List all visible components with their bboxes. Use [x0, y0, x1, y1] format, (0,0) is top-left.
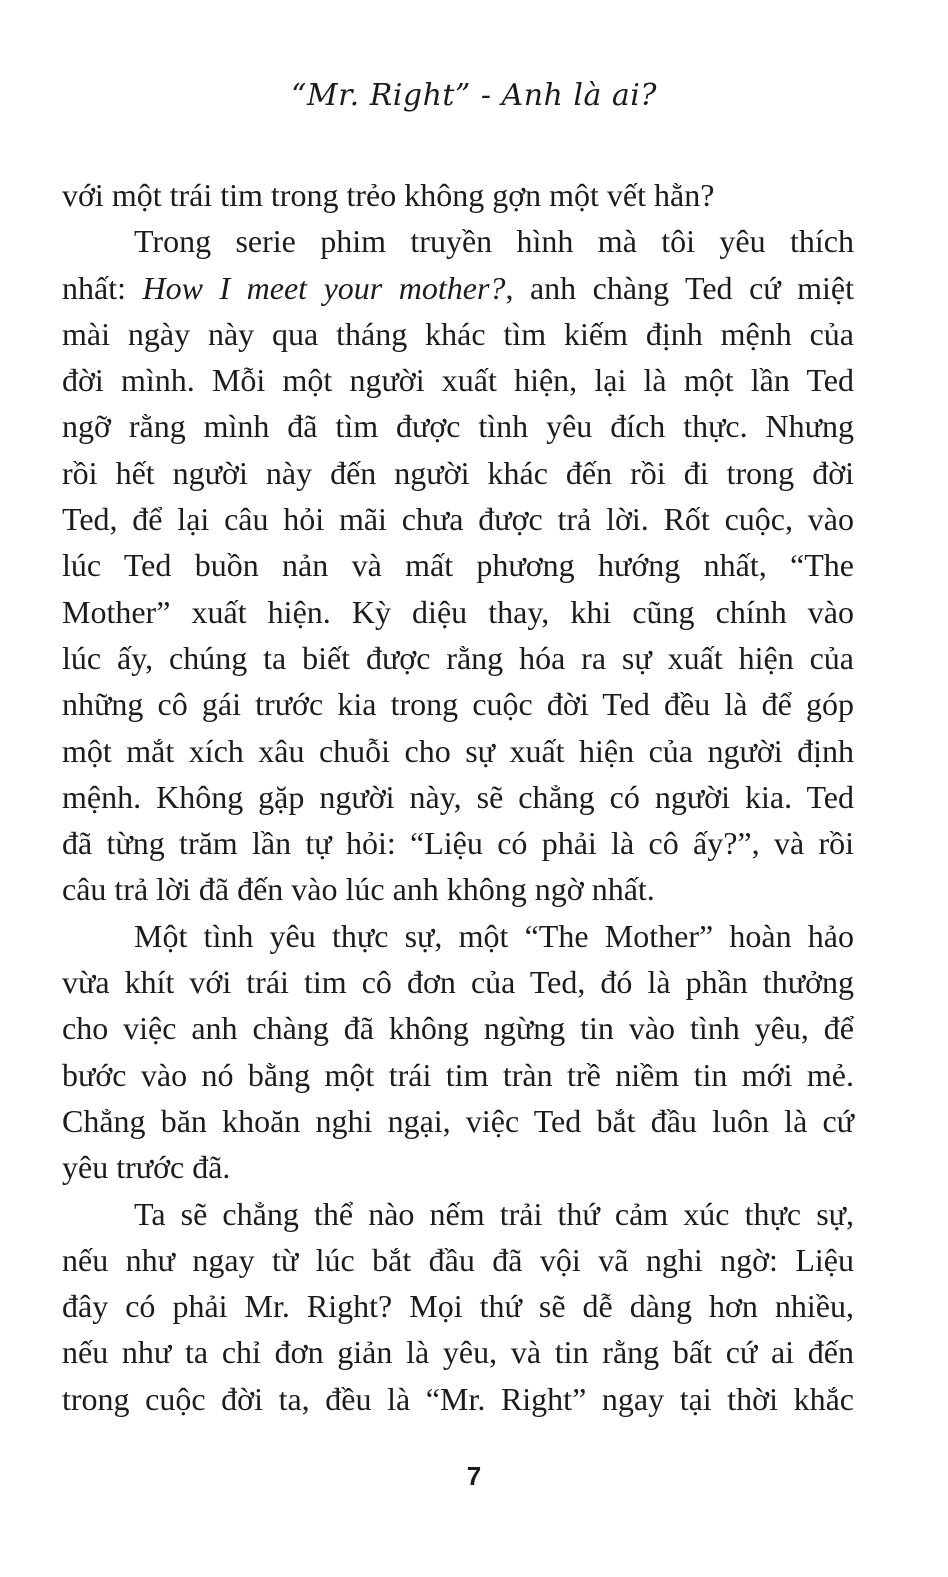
text-line: nếu như ngay từ lúc bắt đầu đã vội vã nghi ngờ: Liệu — [62, 1241, 854, 1278]
text-line: câu trả lời đã đến vào lúc anh không ngờ nhất. — [62, 871, 655, 908]
text-line: yêu trước đã. — [62, 1149, 231, 1186]
text-line: những cô gái trước kia trong cuộc đời Ted đều là để góp — [62, 686, 854, 723]
text-line — [62, 265, 854, 311]
text-line: bước vào nó bằng một trái tim tràn trề niềm tin mới mẻ. — [62, 1056, 854, 1093]
page-number: 7 — [466, 1461, 482, 1491]
text-line: cho việc anh chàng đã không ngừng tin vào tình yêu, để — [62, 1010, 854, 1047]
text-line: Ta sẽ chẳng thể nào nếm trải thứ cảm xúc thực sự, — [134, 1195, 854, 1232]
text-line: với một trái tim trong trẻo không gợn một vết hằn? — [62, 177, 715, 213]
text-line: lúc Ted buồn nản và mất phương hướng nhất, “The — [62, 547, 854, 584]
text-line: Chẳng băn khoăn nghi ngại, việc Ted bắt đầu luôn là cứ — [62, 1102, 854, 1139]
body-text — [62, 172, 854, 1422]
running-header: “Mr. Right” - Anh là ai? — [291, 78, 657, 113]
text-line: mệnh. Không gặp người này, sẽ chẳng có người kia. Ted — [62, 778, 854, 815]
text-fragment: nhất: — [62, 269, 143, 306]
text-line: một mắt xích xâu chuỗi cho sự xuất hiện của người định — [62, 732, 854, 769]
text-line: Ted, để lại câu hỏi mãi chưa được trả lời. Rốt cuộc, vào — [62, 501, 854, 538]
show-title: How I meet your mother? — [142, 269, 506, 306]
text-line: nếu như ta chỉ đơn giản là yêu, và tin rằng bất cứ ai đến — [62, 1334, 854, 1371]
text-line: Trong serie phim truyền hình mà tôi yêu thích — [134, 223, 854, 260]
text-line: rồi hết người này đến người khác đến rồi đi trong đời — [62, 454, 854, 491]
text-line: đời mình. Mỗi một người xuất hiện, lại là một lần Ted — [62, 362, 854, 399]
text-line: vừa khít với trái tim cô đơn của Ted, đó là phần thưởng — [62, 964, 854, 1001]
text-line: đã từng trăm lần tự hỏi: “Liệu có phải là cô ấy?”, và rồi — [62, 825, 854, 862]
text-line: Mother” xuất hiện. Kỳ diệu thay, khi cũng chính vào — [62, 593, 854, 630]
text-line: lúc ấy, chúng ta biết được rằng hóa ra sự xuất hiện của — [62, 639, 854, 676]
text-fragment: , anh chàng Ted cứ miệt — [505, 269, 855, 306]
text-line: mài ngày này qua tháng khác tìm kiếm định mệnh của — [62, 315, 854, 352]
text-line: đây có phải Mr. Right? Mọi thứ sẽ dễ dàng hơn nhiều, — [62, 1288, 854, 1325]
text-line: Một tình yêu thực sự, một “The Mother” hoàn hảo — [134, 917, 854, 954]
text-line: trong cuộc đời ta, đều là “Mr. Right” ngay tại thời khắc — [62, 1380, 854, 1417]
text-line: ngỡ rằng mình đã tìm được tình yêu đích thực. Nhưng — [62, 408, 854, 445]
